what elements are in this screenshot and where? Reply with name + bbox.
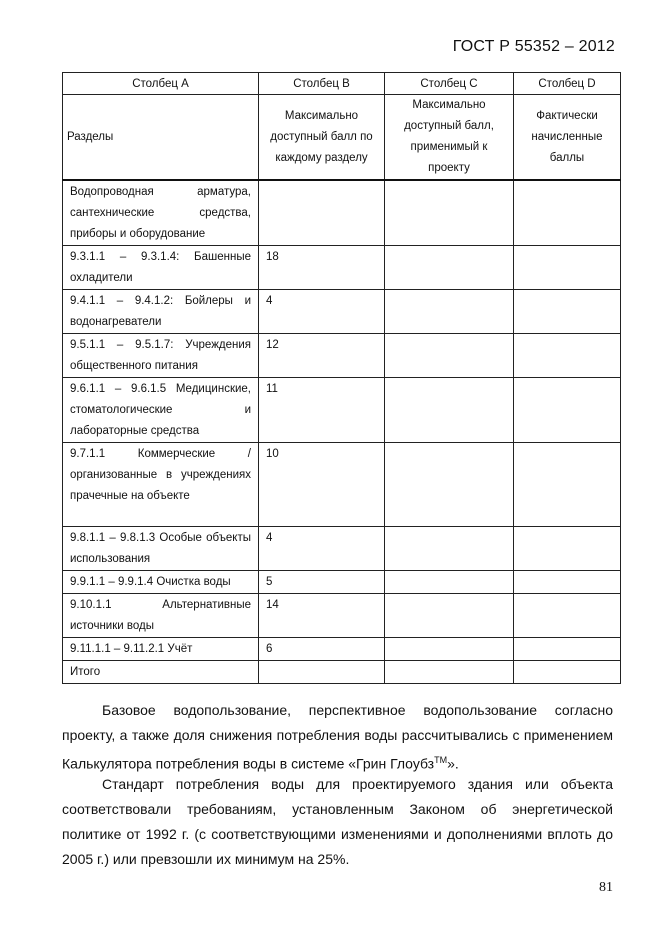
max-score-cell: 6: [259, 638, 385, 661]
max-score-cell: 12: [259, 334, 385, 378]
section-cell: 9.10.1.1 Альтернативные источники воды: [63, 594, 259, 638]
table-row: [63, 638, 621, 661]
max-score-cell: 14: [259, 594, 385, 638]
actual-score-cell: [514, 246, 621, 290]
section-cell: 9.6.1.1 – 9.6.1.5 Медицинские, стоматологические и лабораторные средства: [63, 378, 259, 443]
max-score-cell: 5: [259, 571, 385, 594]
table-row: [63, 180, 621, 246]
max-score-cell: [259, 661, 385, 684]
applicable-score-cell: [385, 638, 514, 661]
column-label-d: Столбец D: [514, 73, 621, 95]
column-label-b: Столбец В: [259, 73, 385, 95]
applicable-score-cell: [385, 571, 514, 594]
column-label-a: Столбец А: [63, 73, 259, 95]
section-cell: 9.7.1.1 Коммерческие / организованные в учреждениях прачечные на объекте: [63, 443, 259, 527]
header-sections: Разделы: [63, 95, 259, 181]
column-header-row: [63, 95, 621, 181]
table-row: [63, 290, 621, 334]
section-cell: 9.8.1.1 – 9.8.1.3 Особые объекты использования: [63, 527, 259, 571]
applicable-score-cell: [385, 661, 514, 684]
actual-score-cell: [514, 334, 621, 378]
applicable-score-cell: [385, 246, 514, 290]
max-score-cell: [259, 180, 385, 246]
header-max-score: Максимально доступный балл по каждому разделу: [259, 95, 385, 181]
applicable-score-cell: [385, 443, 514, 527]
actual-score-cell: [514, 527, 621, 571]
actual-score-cell: [514, 290, 621, 334]
table-row: [63, 443, 621, 527]
actual-score-cell: [514, 571, 621, 594]
applicable-score-cell: [385, 290, 514, 334]
scoring-table: [62, 72, 621, 684]
applicable-score-cell: [385, 334, 514, 378]
header-actual-score: Фактически начисленные баллы: [514, 95, 621, 181]
max-score-cell: 11: [259, 378, 385, 443]
actual-score-cell: [514, 661, 621, 684]
table-row: [63, 594, 621, 638]
column-label-c: Столбец С: [385, 73, 514, 95]
table-row: [63, 378, 621, 443]
applicable-score-cell: [385, 378, 514, 443]
actual-score-cell: [514, 594, 621, 638]
section-cell: Водопроводная арматура, сантехнические средства, приборы и оборудование: [63, 180, 259, 246]
section-cell: 9.4.1.1 – 9.4.1.2: Бойлеры и водонагреватели: [63, 290, 259, 334]
actual-score-cell: [514, 443, 621, 527]
section-cell: 9.9.1.1 – 9.9.1.4 Очистка воды: [63, 571, 259, 594]
column-label-row: [63, 73, 621, 95]
applicable-score-cell: [385, 180, 514, 246]
total-row: [63, 661, 621, 684]
applicable-score-cell: [385, 527, 514, 571]
actual-score-cell: [514, 378, 621, 443]
document-number: ГОСТ Р 55352 – 2012: [452, 38, 615, 55]
table-row: [63, 334, 621, 378]
section-cell: 9.5.1.1 – 9.5.1.7: Учреждения общественного питания: [63, 334, 259, 378]
paragraph-water-use-end: ».: [447, 755, 459, 772]
table-row: [63, 527, 621, 571]
paragraph-water-use: [62, 698, 613, 777]
max-score-cell: 10: [259, 443, 385, 527]
table-row: [63, 571, 621, 594]
section-cell: 9.11.1.1 – 9.11.2.1 Учёт: [63, 638, 259, 661]
max-score-cell: 4: [259, 290, 385, 334]
header-applicable-score: Максимально доступный балл, применимый к проекту: [385, 95, 514, 181]
page-number: 81: [599, 880, 613, 895]
paragraph-standard: Стандарт потребления воды для проектируемого здания или объекта соответствовали требованиям, установленным Законом об энергетической политике от 1992 г. (с соответствующими изменениями и дополнениями вплоть до 2005 г.) или превзошли их минимум на 25%.: [62, 776, 613, 867]
actual-score-cell: [514, 180, 621, 246]
actual-score-cell: [514, 638, 621, 661]
max-score-cell: 18: [259, 246, 385, 290]
paragraph-water-use-text: Базовое водопользование, перспективное водопользование согласно проекту, а также доля снижения потребления воды рассчитывались с применением Калькулятора потребления воды в системе «Грин Глоубз: [62, 702, 613, 772]
section-cell: 9.3.1.1 – 9.3.1.4: Башенные охладители: [63, 246, 259, 290]
table-row: [63, 246, 621, 290]
trademark-superscript: TM: [434, 755, 448, 765]
max-score-cell: 4: [259, 527, 385, 571]
applicable-score-cell: [385, 594, 514, 638]
section-cell: Итого: [63, 661, 259, 684]
